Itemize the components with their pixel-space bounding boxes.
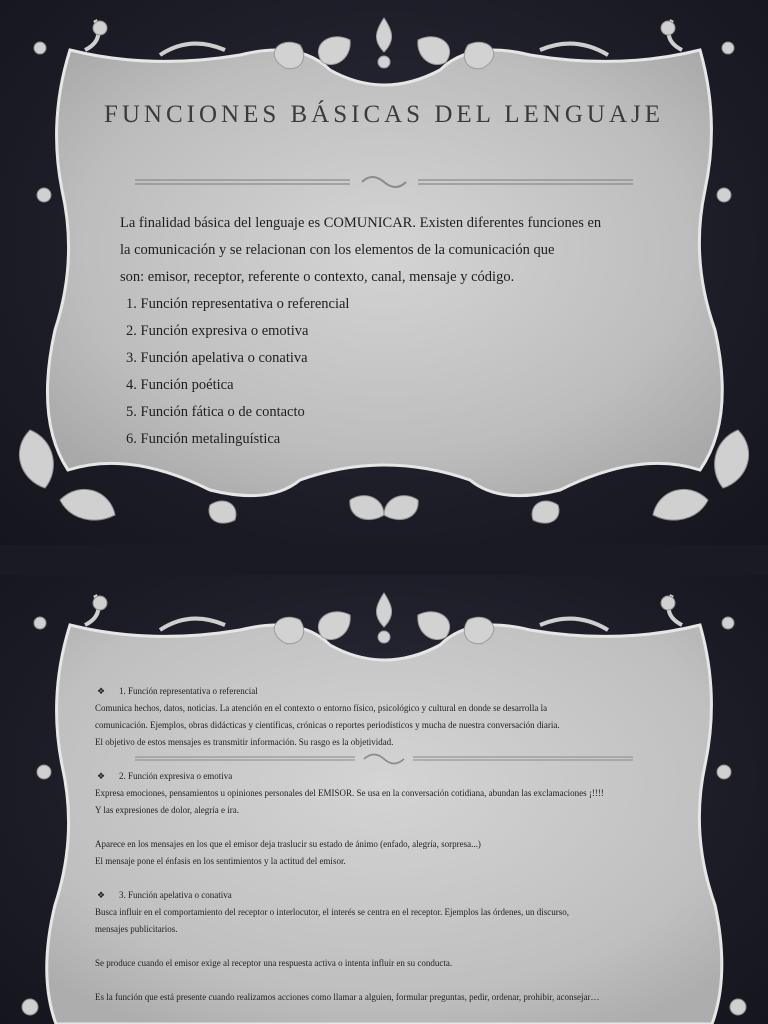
intro-line: La finalidad básica del lenguaje es COMUNICAR. Existen diferentes funciones en [120,215,602,231]
slide-2 [0,575,768,1024]
slide-2-body [95,683,695,1006]
section-heading: ❖ 3. Función apelativa o conativa [95,887,695,904]
slide-gap [0,545,768,575]
list-item: 6. Función metalinguística [126,431,281,447]
section-line: Comunica hechos, datos, noticias. La atención en el contexto o entorno físico, psicológico y cultural en donde se desarrolla la [95,703,548,713]
slide-title: FUNCIONES BÁSICAS DEL LENGUAJE [103,101,665,128]
section-heading: ❖ 1. Función representativa o referencial [95,683,695,700]
functions-list [120,291,660,453]
section-line: mensajes publicitarios. [95,924,178,934]
section-line: Es la función que está presente cuando realizamos acciones como llamar a alguien, formular preguntas, pedir, ordenar, prohibir, aconsejar… [95,992,600,1002]
section-line: Expresa emociones, pensamientos u opiniones personales del EMISOR. Se usa en la conversación cotidiana, abundan las exclamaciones ¡!!!! [95,788,604,798]
diamond-bullet-icon: ❖ [97,686,106,696]
section-line: Busca influir en el comportamiento del receptor o interlocutor, el interés se centra en el receptor. Ejemplos las órdenes, un discurso, [95,907,569,917]
list-item: 3. Función apelativa o conativa [126,350,308,366]
section-line: El mensaje pone el énfasis en los sentimientos y la actitud del emisor. [95,856,346,866]
section-line: El objetivo de estos mensajes es transmitir información. Su rasgo es la objetividad. [95,737,394,747]
intro-line: la comunicación y se relacionan con los elementos de la comunicación que [120,242,555,258]
section-heading: ❖ 2. Función expresiva o emotiva [95,768,695,785]
list-item: 5. Función fática o de contacto [126,404,305,420]
section-line: Se produce cuando el emisor exige al receptor una respuesta activa o intenta influir en su conducta. [95,958,453,968]
section-line: Aparece en los mensajes en los que el emisor deja traslucir su estado de ánimo (enfado, alegría, sorpresa...) [95,839,481,849]
section-line: comunicación. Ejemplos, obras didácticas y científicas, crónicas o reportes periodísticos y mucha de nuestra conversación diaria. [95,720,560,730]
diamond-bullet-icon: ❖ [97,890,106,900]
slide-1-body [120,210,660,453]
diamond-bullet-icon: ❖ [97,771,106,781]
section-line: Y las expresiones de dolor, alegría e ira. [95,805,239,815]
list-item: 4. Función poética [126,377,234,393]
intro-line: son: emisor, receptor, referente o contexto, canal, mensaje y código. [120,269,515,285]
list-item: 1. Función representativa o referencial [126,296,350,312]
list-item: 2. Función expresiva o emotiva [126,323,309,339]
